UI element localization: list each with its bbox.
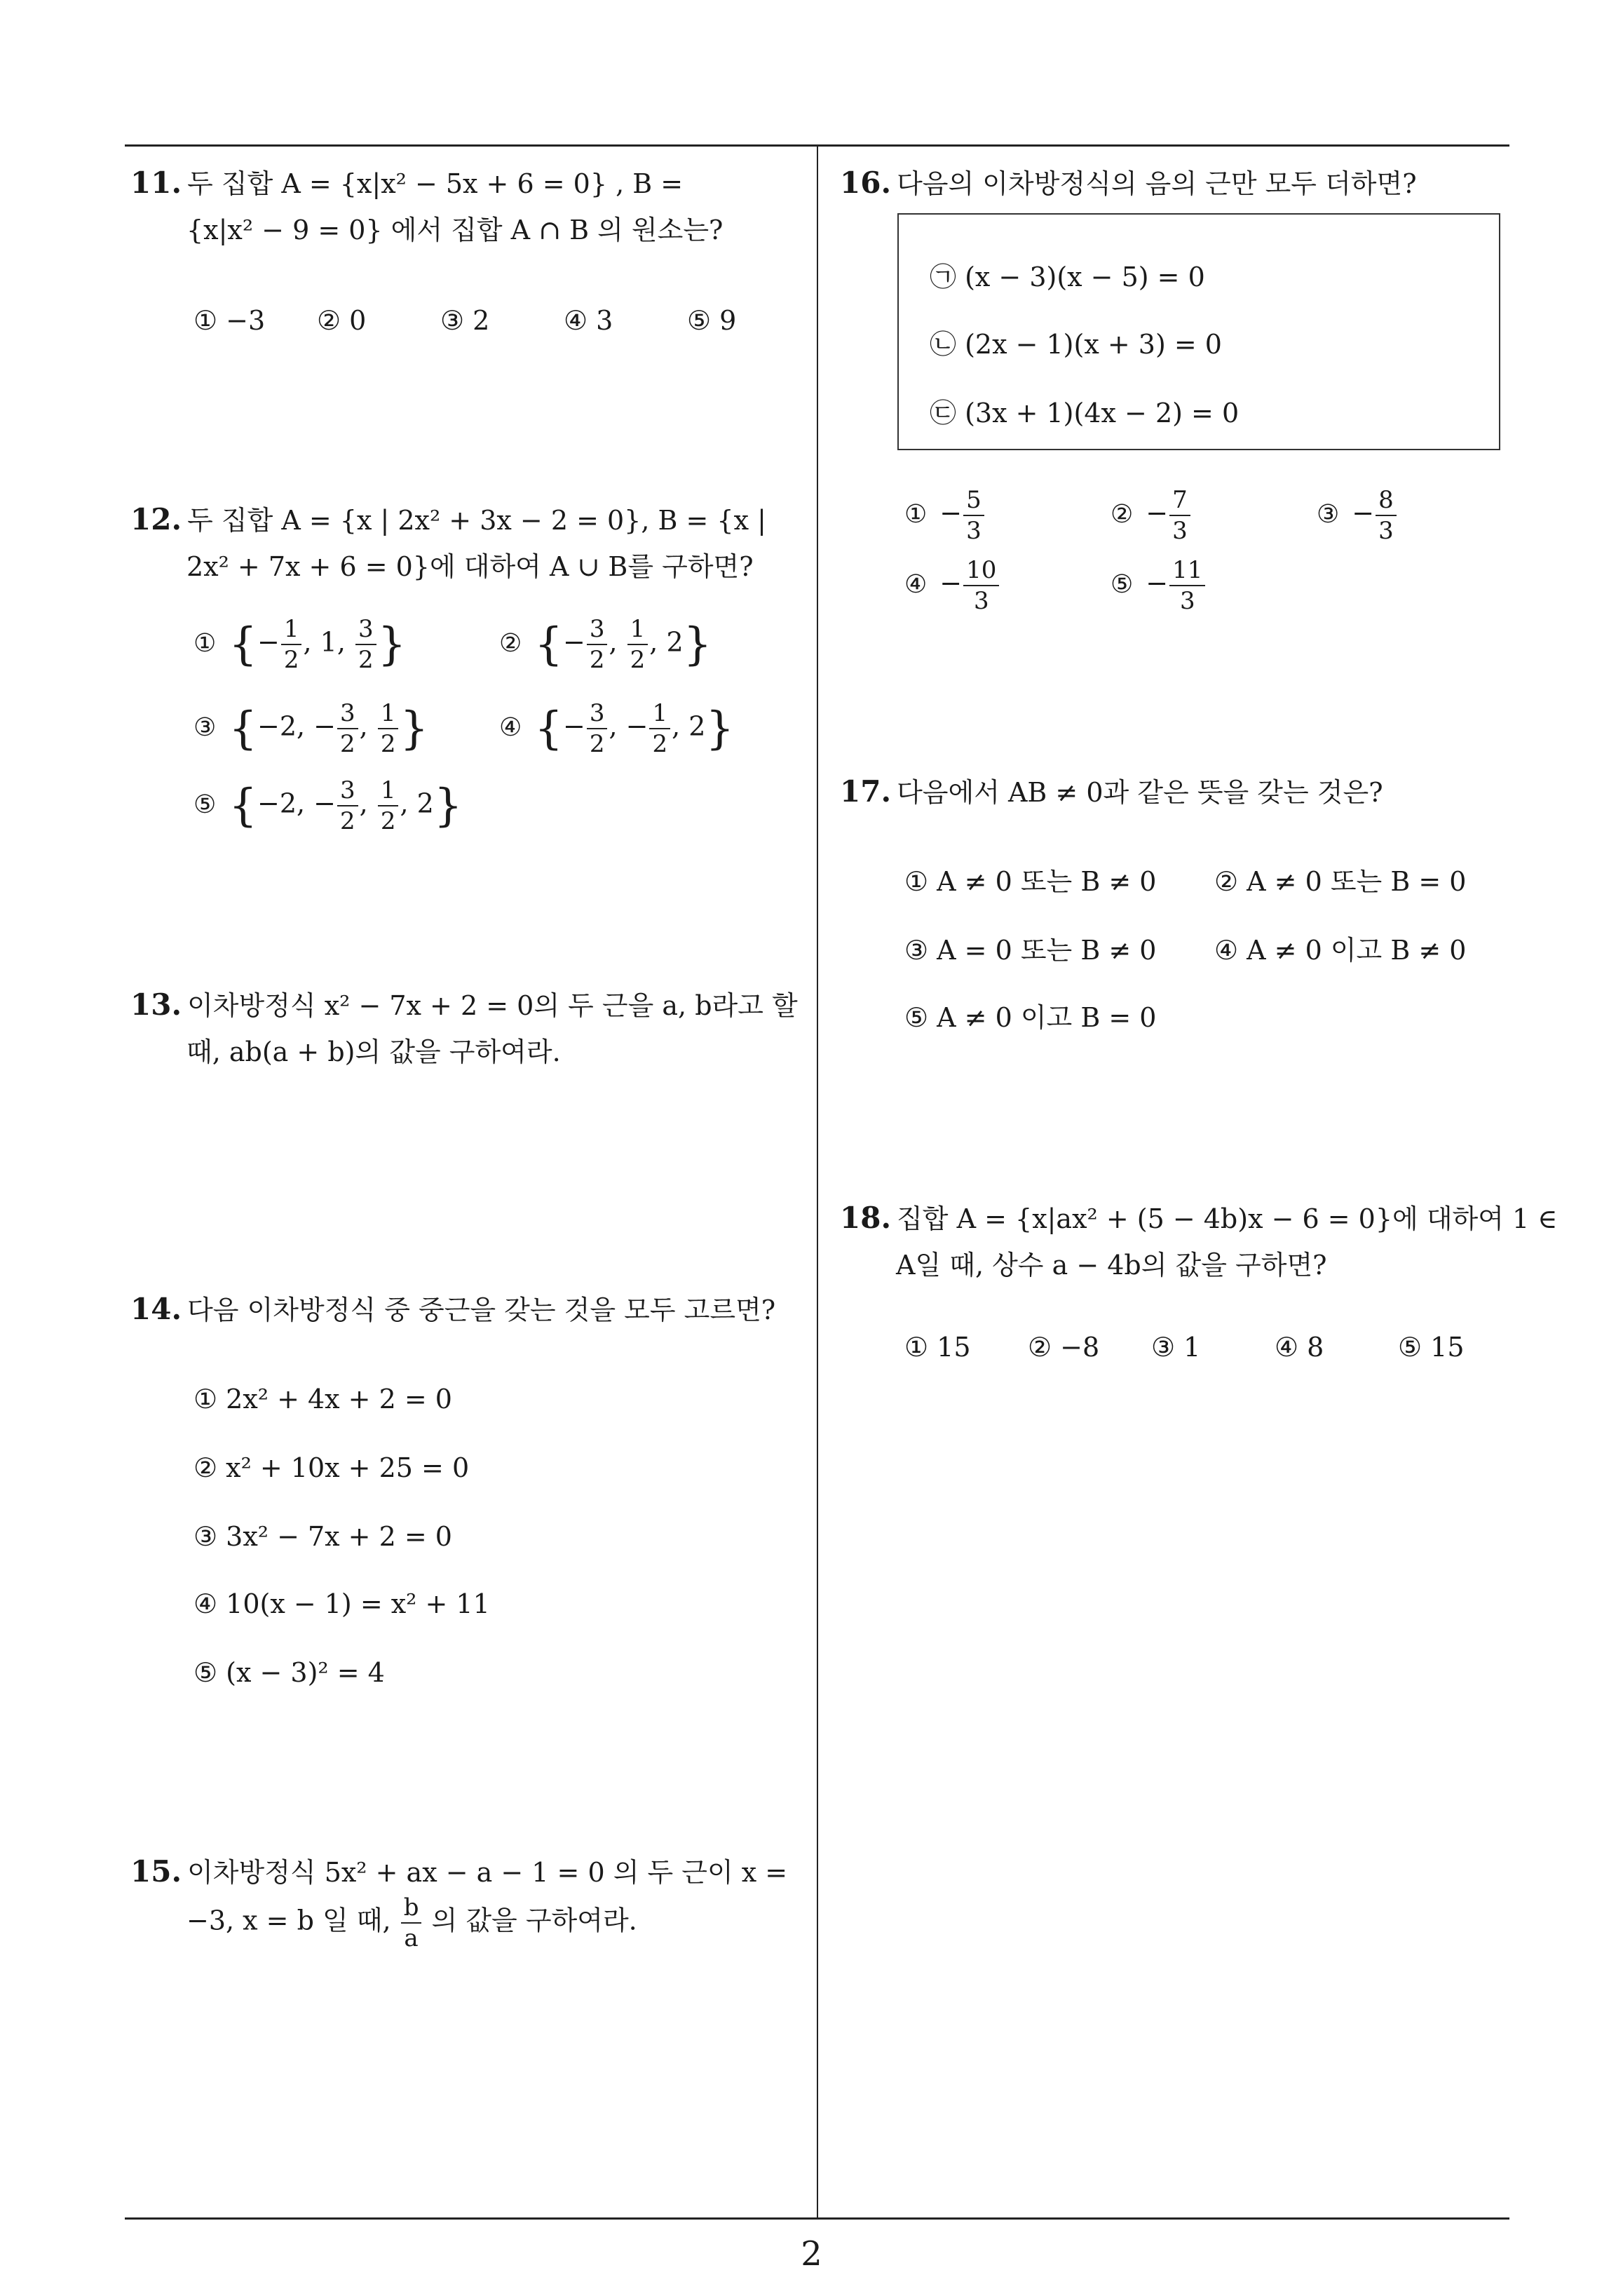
box-item-3: ㉢ (3x + 1)(4x − 2) = 0 (930, 398, 1240, 428)
question-number: 11. (130, 166, 182, 200)
question-number: 12. (130, 502, 182, 536)
denominator: 2 (358, 646, 374, 674)
question-text-line2-pre: −3, x = b 일 때, (186, 1905, 391, 1936)
set-text: , 2 (400, 788, 434, 819)
question-text-line1: 다음 이차방정식 중 중근을 갖는 것을 모두 고르면? (187, 1295, 776, 1325)
left-brace: { (534, 619, 563, 670)
denominator: 2 (340, 730, 355, 758)
q17-option-3[interactable]: ③ A = 0 또는 B ≠ 0 (904, 935, 1157, 966)
question-14 (130, 1286, 803, 1333)
bottom-rule (125, 2217, 1509, 2220)
q16-option-4[interactable] (904, 558, 1000, 613)
question-17 (840, 769, 1499, 816)
box-item-1: ㉠ (x − 3)(x − 5) = 0 (930, 262, 1205, 292)
minus-sign: − (939, 567, 963, 599)
question-number: 17. (840, 774, 892, 809)
q14-option-1[interactable]: ① 2x² + 4x + 2 = 0 (193, 1384, 452, 1414)
numerator: 1 (281, 617, 302, 645)
fraction (649, 701, 670, 756)
numerator: 1 (627, 617, 648, 645)
numerator: 10 (963, 558, 999, 586)
q12-option-3[interactable] (193, 701, 428, 756)
option-mark: ③ (193, 713, 217, 742)
question-text-line2: 2x² + 7x + 6 = 0}에 대하여 A ∪ B를 구하면? (186, 551, 754, 582)
set-text: −2, − (257, 788, 337, 819)
numerator: 1 (378, 778, 399, 806)
question-text-line1: 두 집합 A = {x | 2x² + 3x − 2 = 0}, B = {x | (187, 505, 766, 536)
fraction (587, 617, 608, 672)
fraction (337, 778, 358, 833)
question-text-line1: 다음에서 AB ≠ 0과 같은 뜻을 갖는 것은? (897, 777, 1383, 808)
left-brace: { (229, 619, 257, 670)
q14-option-4[interactable]: ④ 10(x − 1) = x² + 11 (193, 1588, 490, 1619)
question-18 (840, 1195, 1558, 1288)
q18-option-3[interactable]: ③ 1 (1151, 1332, 1201, 1363)
question-number: 18. (840, 1201, 892, 1235)
option-mark: ④ (904, 569, 928, 599)
denominator: 3 (966, 517, 982, 545)
numerator: 5 (963, 488, 984, 516)
numerator: 7 (1169, 488, 1190, 516)
denominator: 2 (380, 730, 396, 758)
question-text-line2-post: 의 값을 구하여라. (431, 1905, 637, 1936)
q18-option-4[interactable]: ④ 8 (1275, 1332, 1324, 1363)
question-text-line1: 이차방정식 x² − 7x + 2 = 0의 두 근을 a, b라고 할 (187, 990, 798, 1021)
denominator: 2 (589, 646, 605, 674)
question-number: 14. (130, 1292, 182, 1326)
numerator: 3 (355, 617, 376, 645)
box-item-2: ㉡ (2x − 1)(x + 3) = 0 (930, 329, 1222, 360)
q18-option-5[interactable]: ⑤ 15 (1398, 1332, 1465, 1363)
denominator: 2 (589, 730, 605, 758)
q14-option-3[interactable]: ③ 3x² − 7x + 2 = 0 (193, 1521, 452, 1552)
question-number: 16. (840, 166, 892, 200)
q11-option-2[interactable]: ② 0 (317, 305, 367, 336)
q12-option-5[interactable] (193, 778, 463, 833)
numerator: 11 (1169, 558, 1205, 586)
denominator: 3 (973, 587, 989, 615)
fraction (1169, 488, 1190, 543)
set-text: , (359, 710, 376, 742)
question-text-line1: 다음의 이차방정식의 음의 근만 모두 더하면? (897, 168, 1417, 199)
numerator: 3 (337, 778, 358, 806)
set-text: − (563, 626, 585, 658)
right-brace: } (705, 703, 735, 755)
fraction (963, 558, 999, 613)
q16-option-3[interactable] (1317, 488, 1398, 543)
question-text-line2: 때, ab(a + b)의 값을 구하여라. (186, 1036, 561, 1067)
question-16 (840, 160, 1499, 207)
q12-option-2[interactable] (499, 617, 712, 672)
question-text-line1: 집합 A = {x|ax² + (5 − 4b)x − 6 = 0}에 대하여 1 ∈ (897, 1203, 1558, 1234)
numerator: 8 (1376, 488, 1397, 516)
denominator: 3 (1172, 517, 1188, 545)
denominator: 3 (1179, 587, 1195, 615)
fraction (337, 701, 358, 756)
right-brace: } (683, 619, 712, 670)
denominator: 3 (1378, 517, 1394, 545)
fraction (1169, 558, 1205, 613)
fraction (1376, 488, 1397, 543)
fraction (378, 778, 399, 833)
denominator: 2 (630, 646, 646, 674)
set-text: , − (609, 710, 648, 742)
question-text-line2: A일 때, 상수 a − 4b의 값을 구하면? (896, 1250, 1327, 1281)
question-number: 15. (130, 1854, 182, 1889)
q18-option-1[interactable]: ① 15 (904, 1332, 971, 1363)
q17-option-1[interactable]: ① A ≠ 0 또는 B ≠ 0 (904, 866, 1157, 897)
q16-option-1[interactable] (904, 488, 986, 543)
q14-option-2[interactable]: ② x² + 10x + 25 = 0 (193, 1452, 470, 1483)
right-brace: } (400, 703, 429, 755)
fraction (963, 488, 984, 543)
q17-option-5[interactable]: ⑤ A ≠ 0 이고 B = 0 (904, 1002, 1157, 1033)
option-mark: ① (904, 499, 928, 529)
numerator: 3 (337, 701, 358, 729)
q16-option-2[interactable] (1111, 488, 1192, 543)
left-brace: { (229, 703, 257, 755)
q12-option-1[interactable] (193, 617, 406, 672)
q11-option-5[interactable]: ⑤ 9 (687, 305, 737, 336)
set-text: , 2 (672, 710, 706, 742)
numerator: 1 (378, 701, 399, 729)
question-13 (130, 982, 803, 1075)
column-divider (817, 144, 818, 2219)
q16-option-5[interactable] (1111, 558, 1207, 613)
set-text: − (563, 710, 585, 742)
q17-option-4[interactable]: ④ A ≠ 0 이고 B ≠ 0 (1214, 935, 1467, 966)
fraction (627, 617, 648, 672)
denominator: 2 (652, 730, 668, 758)
right-brace: } (377, 619, 407, 670)
set-text: −2, − (257, 710, 337, 742)
left-brace: { (534, 703, 563, 755)
question-text-line1: 두 집합 A = {x|x² − 5x + 6 = 0} , B = (187, 168, 684, 199)
fraction-b-over-a: $\frac{b}{a}$ (401, 1896, 422, 1950)
question-number: 13. (130, 987, 182, 1022)
q18-option-2[interactable]: ② −8 (1028, 1332, 1100, 1363)
option-mark: ⑤ (193, 790, 217, 819)
fraction (587, 701, 608, 756)
minus-sign: − (939, 497, 963, 529)
minus-sign: − (1352, 497, 1375, 529)
denominator: 2 (283, 646, 299, 674)
right-brace: } (433, 780, 463, 832)
question-15 (130, 1849, 803, 1950)
set-text: , 2 (649, 626, 684, 658)
set-text: , 1, (303, 626, 354, 658)
q11-option-3[interactable]: ③ 2 (440, 305, 490, 336)
q11-option-4[interactable]: ④ 3 (564, 305, 613, 336)
fraction (355, 617, 376, 672)
option-mark: ① (193, 628, 217, 658)
option-mark: ⑤ (1111, 569, 1134, 599)
q14-option-5[interactable]: ⑤ (x − 3)² = 4 (193, 1657, 385, 1688)
page-number: 2 (801, 2234, 822, 2274)
set-text: , (609, 626, 626, 658)
denominator: 2 (340, 807, 355, 835)
numerator: 3 (587, 617, 608, 645)
fraction (378, 701, 399, 756)
option-mark: ④ (499, 713, 522, 742)
q12-option-4[interactable] (499, 701, 734, 756)
option-mark: ② (1111, 499, 1134, 529)
numerator: 1 (649, 701, 670, 729)
numerator: 3 (587, 701, 608, 729)
q17-option-2[interactable]: ② A ≠ 0 또는 B = 0 (1214, 866, 1467, 897)
minus-sign: − (1146, 567, 1169, 599)
question-text-line1: 이차방정식 5x² + ax − a − 1 = 0 의 두 근이 x = (187, 1857, 788, 1888)
set-text: , (359, 788, 376, 819)
minus-sign: − (1146, 497, 1169, 529)
set-text: − (257, 626, 280, 658)
question-11 (130, 160, 803, 253)
q11-option-1[interactable]: ① −3 (193, 305, 266, 336)
question-text-line2: {x|x² − 9 = 0} 에서 집합 A ∩ B 의 원소는? (186, 215, 724, 245)
option-mark: ③ (1317, 499, 1340, 529)
denominator: 2 (380, 807, 396, 835)
question-12 (130, 497, 803, 590)
fraction (281, 617, 302, 672)
option-mark: ② (499, 628, 522, 658)
left-brace: { (229, 780, 257, 832)
